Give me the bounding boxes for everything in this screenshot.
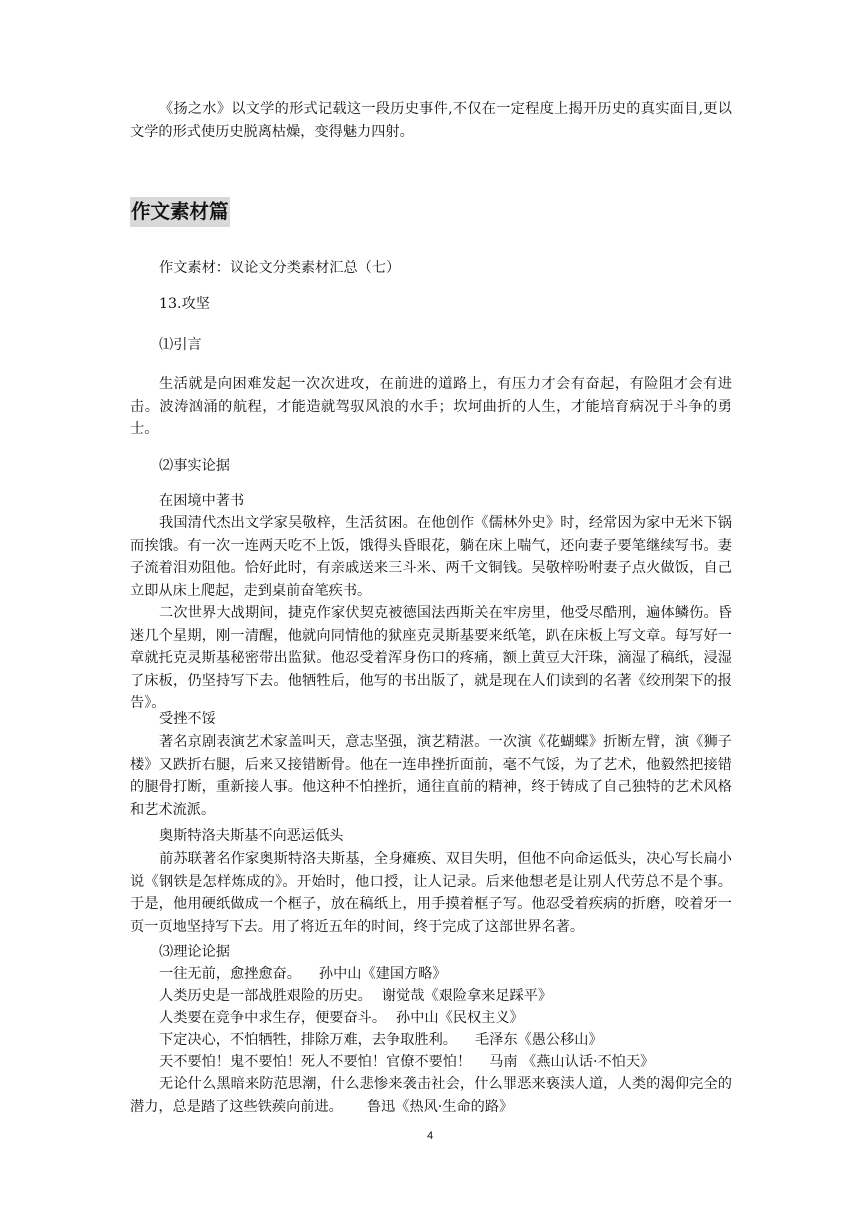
quote-text: 一往无前，愈挫愈奋。 — [159, 966, 301, 982]
part-theory-heading: ⑶理论论据 — [159, 944, 230, 960]
quote-text: 人类历史是一部战胜艰险的历史。 — [159, 988, 372, 1004]
case1-paragraph1: 我国清代杰出文学家吴敬梓，生活贫困。在他创作《儒林外史》时，经常因为家中无米下锅而挨饿。有一次一连两天吃不上饭，饿得头昏眼花，躺在床上喘气，还向妻子要笔继续写书。妻子流着泪劝阻他。恰好此时，有亲戚送来三斗米、两千文铜钱。吴敬梓吩咐妻子点火做饭，自己立即从床上爬起，走到桌前奋笔疾书。 — [130, 515, 732, 599]
quote-line — [130, 963, 732, 986]
intro-paragraph: 《扬之水》以文学的形式记载这一段历史事件,不仅在一定程度上揭开历史的真实面目,更以文学的形式使历史脱离枯燥，变得魅力四射。 — [130, 101, 732, 140]
intro-quote-paragraph: 生活就是向困难发起一次次进攻，在前进的道路上，有压力才会有奋起，有险阻才会有进击。波涛汹涌的航程，才能造就驾驭风浪的水手；坎坷曲折的人生，才能培育病况于斗争的勇士。 — [130, 376, 732, 437]
quote-source: 谢觉哉《艰险拿来足踩平》 — [381, 988, 553, 1004]
case2-paragraph: 著名京剧表演艺术家盖叫天，意志坚强，演艺精湛。一次演《花蝴蝶》折断左臂，演《狮子楼》又跌折右腿，后来又接错断骨。他在一连串挫折面前，毫不气馁，为了艺术，他毅然把接错的腿骨打断，重新接人事。他这种不怕挫折，通往直前的精神，终于铸成了自己独特的艺术风格和艺术流派。 — [130, 734, 732, 818]
subtitle: 作文素材：议论文分类素材汇总（七） — [159, 260, 401, 276]
quote-text: 下定决心，不怕牺牲，排除万难，去争取胜利。 — [159, 1032, 457, 1048]
topic-title: 13.攻坚 — [159, 296, 210, 312]
part-intro-heading: ⑴引言 — [159, 337, 202, 353]
case3-title: 奥斯特洛夫斯基不向恶运低头 — [159, 828, 344, 844]
quote-source: 鲁迅《热风·生命的路》 — [366, 1098, 514, 1115]
quote-source: 孙中山《民权主义》 — [396, 1010, 524, 1026]
quote-text: 人类要在竞争中求生存，便要奋斗。 — [159, 1010, 387, 1026]
quote-line — [130, 985, 732, 1008]
quote-text: 无论什么黑暗来防范思潮，什么悲惨来袭击社会，什么罪恶来亵渎人道，人类的渴仰完全的潜力，总是踏了这些铁蒺向前进。 — [130, 1076, 732, 1115]
case3-paragraph: 前苏联著名作家奥斯特洛夫斯基，全身瘫痪、双目失明，但他不向命运低头，决心写长扁小说《钢铁是怎样炼成的》。开始时，他口授，让人记录。后来他想老是让别人代劳总不是个事。于是，他用硬纸做成一个框子，放在稿纸上，用手摸着框子写。他忍受着疾病的折磨，咬着牙一页一页地坚持写下去。用了将近五年的时间，终于完成了这部世界名著。 — [130, 851, 732, 935]
quote-line — [130, 1007, 732, 1030]
case1-paragraph2: 二次世界大战期间，捷克作家伏契克被德国法西斯关在牢房里，他受尽酷刑，遍体鳞伤。昏迷几个星期，刚一清醒，他就向同情他的狱座克灵斯基要来纸笔，趴在床板上写文章。每写好一章就托克灵斯基秘密带出监狱。他忍受着浑身伤口的疼痛，额上黄豆大汗珠，滴湿了稿纸，浸湿了床板，仍坚持写下去。他牺牲后，他写的书出版了，就是现在人们读到的名著《绞刑架下的报告》。 — [130, 605, 732, 711]
quote-source: 孙中山《建国方略》 — [318, 966, 447, 982]
section-heading: 作文素材篇 — [130, 197, 230, 227]
case2-title: 受挫不馁 — [159, 711, 216, 727]
quote-source: 马南 《燕山认话·不怕天》 — [489, 1054, 655, 1070]
quote-text: 天不要怕！鬼不要怕！死人不要怕！官僚不要怕！ — [159, 1054, 472, 1070]
page-number: 4 — [426, 1130, 434, 1142]
part-facts-heading: ⑵事实论据 — [159, 458, 230, 474]
case1-title: 在困境中著书 — [159, 493, 245, 509]
quote-line — [130, 1029, 732, 1052]
last-quote-paragraph — [130, 1073, 732, 1118]
quote-source: 毛泽东《愚公移山》 — [474, 1032, 603, 1048]
quote-line — [130, 1051, 732, 1074]
